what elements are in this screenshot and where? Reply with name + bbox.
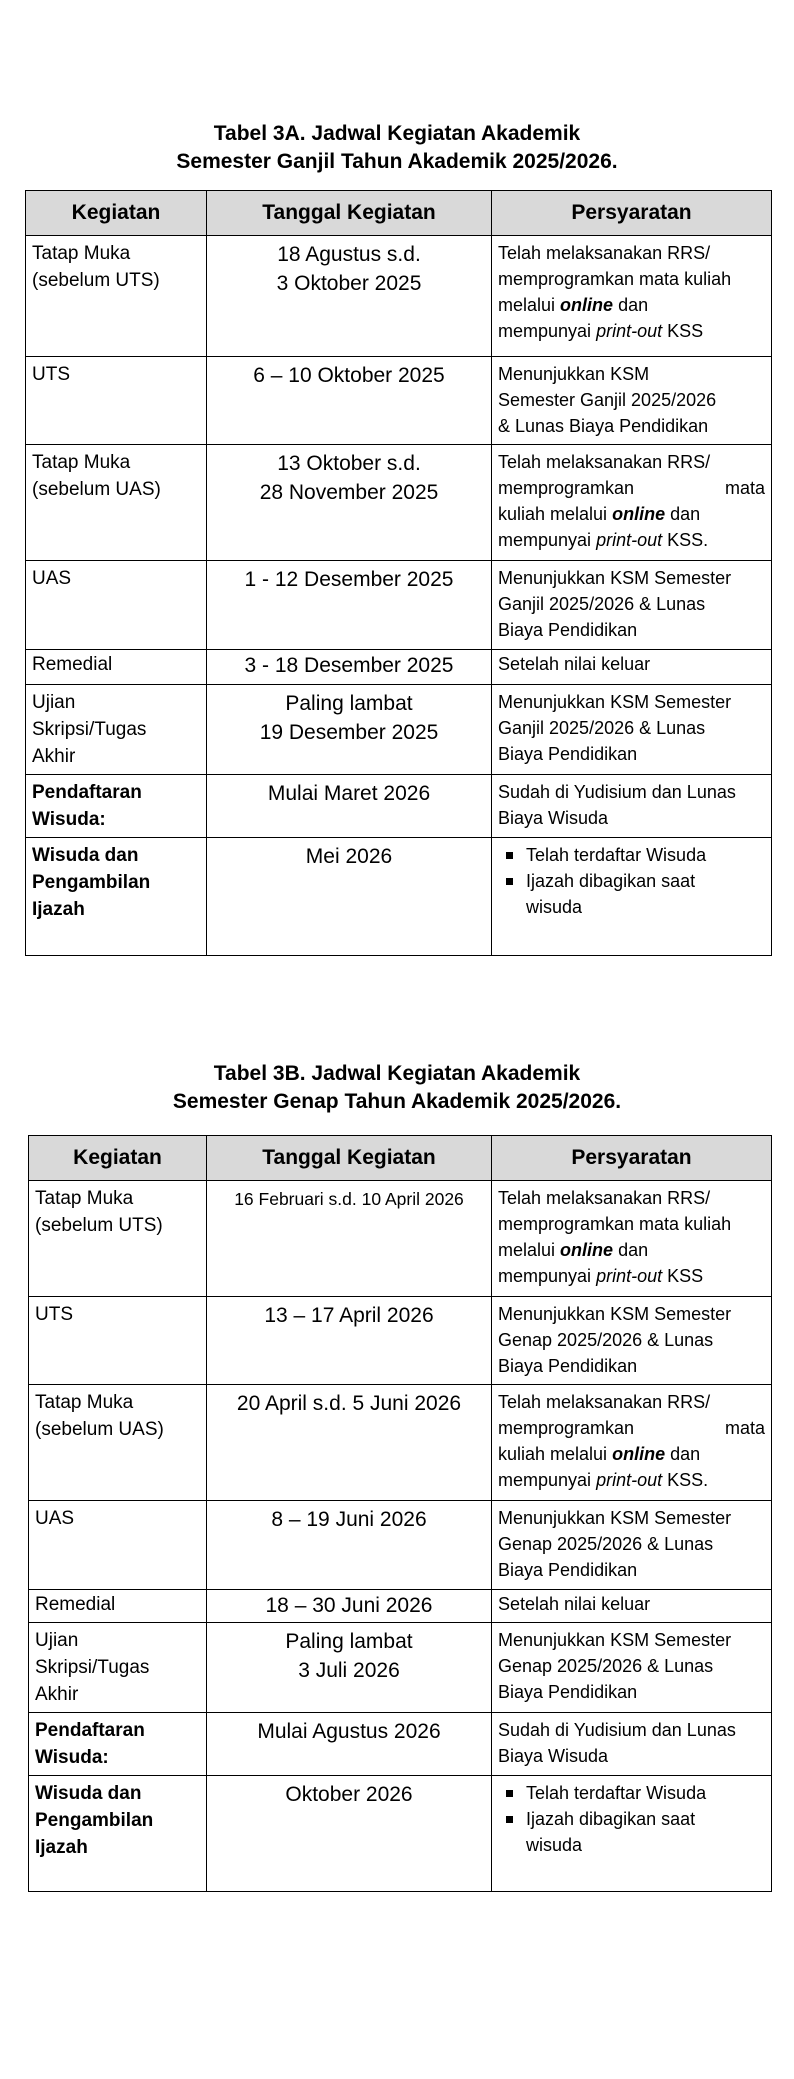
tanggal-cell: 16 Februari s.d. 10 April 2026 bbox=[207, 1181, 492, 1297]
table-b-title-line2: Semester Genap Tahun Akademik 2025/2026. bbox=[172, 1090, 622, 1113]
header-persyaratan: Persyaratan bbox=[492, 1136, 772, 1181]
tanggal-cell: Mulai Agustus 2026 bbox=[207, 1713, 492, 1776]
table-b-header-row bbox=[29, 1136, 772, 1181]
tanggal-cell: 20 April s.d. 5 Juni 2026 bbox=[207, 1385, 492, 1501]
header-tanggal: Tanggal Kegiatan bbox=[207, 191, 492, 236]
persyaratan-cell: Menunjukkan KSM Semester Genap 2025/2026 & Lunas Biaya Pendidikan bbox=[492, 1623, 772, 1713]
kegiatan-cell: Pendaftaran Wisuda: bbox=[26, 775, 207, 838]
header-persyaratan: Persyaratan bbox=[492, 191, 772, 236]
kegiatan-cell: Ujian Skripsi/Tugas Akhir bbox=[29, 1623, 207, 1713]
list-item: Telah terdaftar Wisuda bbox=[498, 1780, 765, 1806]
persyaratan-cell: Menunjukkan KSM Semester Ganjil 2025/2026 & Lunas Biaya Pendidikan bbox=[492, 357, 772, 445]
table-row bbox=[26, 236, 772, 357]
persyaratan-list bbox=[498, 1780, 765, 1858]
table-row bbox=[29, 1501, 772, 1590]
kegiatan-cell: Remedial bbox=[26, 650, 207, 685]
persyaratan-cell: Telah melaksanakan RRS/ memprogramkan mata kuliah melalui online dan mempunyai print-out KSS bbox=[492, 236, 772, 357]
persyaratan-cell: Sudah di Yudisium dan Lunas Biaya Wisuda bbox=[492, 775, 772, 838]
table-row bbox=[26, 445, 772, 561]
tanggal-cell: Paling lambat 3 Juli 2026 bbox=[207, 1623, 492, 1713]
kegiatan-cell: Ujian Skripsi/Tugas Akhir bbox=[26, 685, 207, 775]
table-b-title bbox=[0, 1060, 794, 1116]
tanggal-cell: 13 Oktober s.d. 28 November 2025 bbox=[207, 445, 492, 561]
persyaratan-cell: Setelah nilai keluar bbox=[492, 650, 772, 685]
table-a-title-line1: Tabel 3A. Jadwal Kegiatan Akademik bbox=[213, 122, 581, 145]
persyaratan-cell: Setelah nilai keluar bbox=[492, 1590, 772, 1623]
tanggal-cell: Paling lambat 19 Desember 2025 bbox=[207, 685, 492, 775]
table-a bbox=[25, 190, 772, 956]
table-row bbox=[29, 1297, 772, 1385]
kegiatan-cell: UTS bbox=[26, 357, 207, 445]
kegiatan-cell: Tatap Muka (sebelum UTS) bbox=[26, 236, 207, 357]
tanggal-cell: Mulai Maret 2026 bbox=[207, 775, 492, 838]
tanggal-cell: 13 – 17 April 2026 bbox=[207, 1297, 492, 1385]
table-row bbox=[29, 1623, 772, 1713]
list-item: Ijazah dibagikan saat wisuda bbox=[498, 1806, 765, 1858]
list-item: Ijazah dibagikan saat wisuda bbox=[498, 868, 765, 920]
table-row bbox=[29, 1590, 772, 1623]
tanggal-cell: 1 - 12 Desember 2025 bbox=[207, 561, 492, 650]
table-a-header-row bbox=[26, 191, 772, 236]
table-row bbox=[26, 650, 772, 685]
kegiatan-cell: UAS bbox=[26, 561, 207, 650]
table-row bbox=[29, 1776, 772, 1892]
table-row bbox=[26, 561, 772, 650]
tanggal-cell: Mei 2026 bbox=[207, 838, 492, 956]
tanggal-cell: 8 – 19 Juni 2026 bbox=[207, 1501, 492, 1590]
persyaratan-cell: Sudah di Yudisium dan Lunas Biaya Wisuda bbox=[492, 1713, 772, 1776]
persyaratan-cell bbox=[492, 1776, 772, 1892]
header-tanggal: Tanggal Kegiatan bbox=[207, 1136, 492, 1181]
table-row bbox=[29, 1713, 772, 1776]
persyaratan-cell: Menunjukkan KSM Semester Ganjil 2025/2026 & Lunas Biaya Pendidikan bbox=[492, 685, 772, 775]
table-row bbox=[26, 685, 772, 775]
list-item: Telah terdaftar Wisuda bbox=[498, 842, 765, 868]
kegiatan-cell: Pendaftaran Wisuda: bbox=[29, 1713, 207, 1776]
persyaratan-cell: Telah melaksanakan RRS/ memprogramkan mata kuliah melalui online dan mempunyai print-out KSS bbox=[492, 1181, 772, 1297]
tanggal-cell: 18 Agustus s.d. 3 Oktober 2025 bbox=[207, 236, 492, 357]
kegiatan-cell: Tatap Muka (sebelum UTS) bbox=[29, 1181, 207, 1297]
persyaratan-list bbox=[498, 842, 765, 920]
tanggal-cell: 3 - 18 Desember 2025 bbox=[207, 650, 492, 685]
kegiatan-cell: Tatap Muka (sebelum UAS) bbox=[26, 445, 207, 561]
table-a-title-line2: Semester Ganjil Tahun Akademik 2025/2026. bbox=[176, 150, 618, 173]
persyaratan-cell: Telah melaksanakan RRS/ memprogramkan mata kuliah melalui online dan mempunyai print-out KSS. bbox=[492, 1385, 772, 1501]
tanggal-cell: 6 – 10 Oktober 2025 bbox=[207, 357, 492, 445]
persyaratan-cell: Menunjukkan KSM Semester Genap 2025/2026 & Lunas Biaya Pendidikan bbox=[492, 1501, 772, 1590]
kegiatan-cell: Wisuda dan Pengambilan Ijazah bbox=[26, 838, 207, 956]
header-kegiatan: Kegiatan bbox=[29, 1136, 207, 1181]
table-row bbox=[26, 838, 772, 956]
table-row bbox=[29, 1385, 772, 1501]
persyaratan-cell: Menunjukkan KSM Semester Genap 2025/2026 & Lunas Biaya Pendidikan bbox=[492, 1297, 772, 1385]
table-a-title bbox=[0, 120, 794, 176]
kegiatan-cell: UTS bbox=[29, 1297, 207, 1385]
tanggal-cell: 18 – 30 Juni 2026 bbox=[207, 1590, 492, 1623]
table-row bbox=[29, 1181, 772, 1297]
tanggal-cell: Oktober 2026 bbox=[207, 1776, 492, 1892]
table-b bbox=[28, 1135, 772, 1892]
persyaratan-cell: Menunjukkan KSM Semester Ganjil 2025/2026 & Lunas Biaya Pendidikan bbox=[492, 561, 772, 650]
table-b-title-line1: Tabel 3B. Jadwal Kegiatan Akademik bbox=[213, 1062, 581, 1085]
persyaratan-cell: Telah melaksanakan RRS/ memprogramkan mata kuliah melalui online dan mempunyai print-out KSS. bbox=[492, 445, 772, 561]
persyaratan-cell bbox=[492, 838, 772, 956]
kegiatan-cell: Wisuda dan Pengambilan Ijazah bbox=[29, 1776, 207, 1892]
header-kegiatan: Kegiatan bbox=[26, 191, 207, 236]
table-row bbox=[26, 775, 772, 838]
kegiatan-cell: Remedial bbox=[29, 1590, 207, 1623]
kegiatan-cell: Tatap Muka (sebelum UAS) bbox=[29, 1385, 207, 1501]
kegiatan-cell: UAS bbox=[29, 1501, 207, 1590]
table-row bbox=[26, 357, 772, 445]
